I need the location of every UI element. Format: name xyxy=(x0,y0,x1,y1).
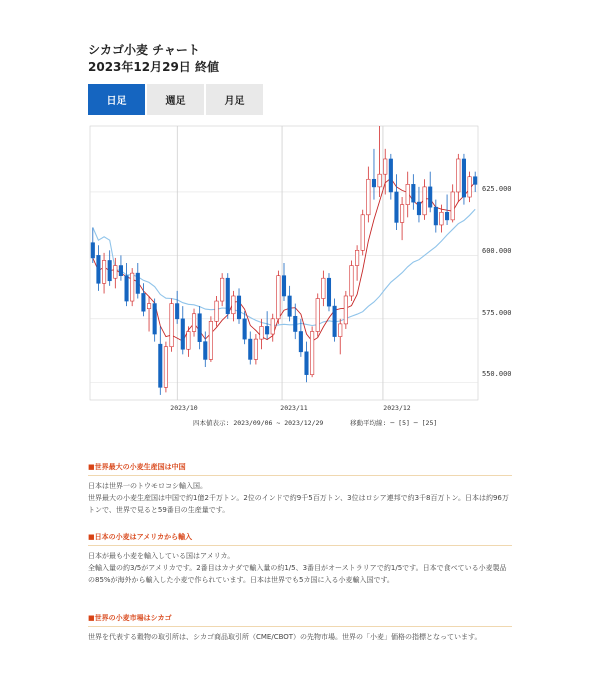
candle-body xyxy=(209,321,212,359)
candle-body xyxy=(367,179,370,215)
candle-body xyxy=(232,296,235,314)
candle-body xyxy=(468,177,471,197)
candle-body xyxy=(322,278,325,298)
candle-body xyxy=(423,187,426,215)
candle-body xyxy=(344,296,347,324)
candle-body xyxy=(462,159,465,197)
candle-body xyxy=(114,266,117,279)
candle-body xyxy=(361,215,364,251)
candle-body xyxy=(243,319,246,339)
candle-body xyxy=(91,243,94,258)
info-section-production xyxy=(88,462,512,516)
candle-body xyxy=(198,314,201,342)
candle-body xyxy=(175,304,178,319)
candle-body xyxy=(130,273,133,301)
candle-body xyxy=(445,212,448,220)
candle-body xyxy=(164,347,167,388)
section-text: 世界を代表する穀物の取引所は、シカゴ商品取引所（CME/CBOT）の先物市場。世界の「小麦」価格の指標となっています。 xyxy=(88,633,482,641)
candle-body xyxy=(440,212,443,225)
candle-body xyxy=(333,306,336,336)
candle-body xyxy=(237,296,240,319)
section-text: 日本は世界一のトウモロコシ輸入国。 xyxy=(88,482,207,490)
period-tabs xyxy=(88,84,263,115)
candle-body xyxy=(254,339,257,359)
tab-monthly[interactable]: 月足 xyxy=(206,84,263,115)
x-tick-label: 2023/10 xyxy=(170,404,198,412)
candle-body xyxy=(282,276,285,296)
candle-body xyxy=(265,326,268,334)
tab-weekly[interactable]: 週足 xyxy=(147,84,204,115)
page-title xyxy=(88,42,219,76)
candle-body xyxy=(327,278,330,306)
candlestick-chart xyxy=(88,118,516,438)
candle-body xyxy=(119,266,122,276)
candle-body xyxy=(473,177,476,185)
candle-body xyxy=(338,324,341,337)
y-tick-label: 550.000 xyxy=(482,370,512,378)
candle-body xyxy=(271,319,274,334)
candle-body xyxy=(159,344,162,387)
candle-body xyxy=(249,339,252,359)
section-heading: ■世界最大の小麦生産国は中国 xyxy=(88,462,512,476)
candle-body xyxy=(153,304,156,334)
candle-body xyxy=(451,192,454,220)
y-tick-label: 600.000 xyxy=(482,247,512,255)
y-tick-label: 575.000 xyxy=(482,309,512,317)
candle-body xyxy=(288,296,291,316)
chart-date: 2023年12月29日 終値 xyxy=(88,60,219,74)
chart-background xyxy=(88,118,516,438)
moving-average-legend: 移動平均線: ─ [5] ─ [25] xyxy=(350,419,438,427)
section-text: 全輸入量の約3/5がアメリカです。2番目はカナダで輸入量の約1/5、3番目がオーストラリアで約1/5です。日本で食べている小麦製品の85%が海外から輸入した小麦で作られています。日本は世界でも5カ国に入る小麦輸入国です。 xyxy=(88,564,507,584)
candle-body xyxy=(378,174,381,187)
candle-body xyxy=(181,319,184,349)
chart-title: シカゴ小麦 チャート xyxy=(88,43,200,57)
candle-body xyxy=(136,273,139,293)
y-tick-label: 625.000 xyxy=(482,185,512,193)
candle-body xyxy=(220,278,223,301)
candle-body xyxy=(294,316,297,331)
section-heading: ■日本の小麦はアメリカから輸入 xyxy=(88,532,512,546)
candle-body xyxy=(125,276,128,301)
candle-body xyxy=(97,255,100,283)
candle-body xyxy=(187,332,190,350)
candle-body xyxy=(305,352,308,375)
info-section-market xyxy=(88,613,512,643)
section-body xyxy=(88,480,512,516)
price-chart xyxy=(88,118,516,438)
candle-body xyxy=(102,260,105,283)
candle-body xyxy=(260,326,263,339)
x-tick-label: 2023/11 xyxy=(280,404,308,412)
candle-body xyxy=(372,179,375,187)
candle-body xyxy=(406,184,409,204)
candle-body xyxy=(299,332,302,352)
tab-daily[interactable]: 日足 xyxy=(88,84,145,115)
candle-body xyxy=(395,192,398,222)
candle-body xyxy=(277,276,280,319)
candle-body xyxy=(428,187,431,207)
candle-body xyxy=(226,278,229,314)
x-tick-label: 2023/12 xyxy=(383,404,411,412)
candle-body xyxy=(170,304,173,347)
info-section-imports xyxy=(88,532,512,586)
candle-body xyxy=(355,250,358,265)
section-body xyxy=(88,550,512,586)
section-heading: ■世界の小麦市場はシカゴ xyxy=(88,613,512,627)
candle-body xyxy=(457,159,460,192)
candle-body xyxy=(215,301,218,321)
candle-body xyxy=(310,332,313,375)
candle-body xyxy=(142,293,145,311)
candle-body xyxy=(316,299,319,332)
candle-body xyxy=(434,207,437,225)
candle-body xyxy=(417,202,420,215)
candle-body xyxy=(204,342,207,360)
section-body xyxy=(88,631,512,643)
candle-body xyxy=(412,184,415,202)
candle-body xyxy=(350,266,353,296)
candle-body xyxy=(108,260,111,280)
candle-body xyxy=(192,314,195,332)
candle-body xyxy=(389,159,392,192)
candle-body xyxy=(400,205,403,223)
chart-range-label: 四本値表示: 2023/09/06 ~ 2023/12/29 xyxy=(193,419,324,427)
candle-body xyxy=(383,159,386,174)
candle-body xyxy=(147,304,150,309)
section-text: 世界最大の小麦生産国は中国で約1億2千万トン。2位のインドで約9千5百万トン、3位はロシア連邦で約3千8百万トン。日本は約96万トンで、世界で見ると59番目の生産量です。 xyxy=(88,494,509,514)
section-text: 日本が最も小麦を輸入している国はアメリカ。 xyxy=(88,552,235,560)
